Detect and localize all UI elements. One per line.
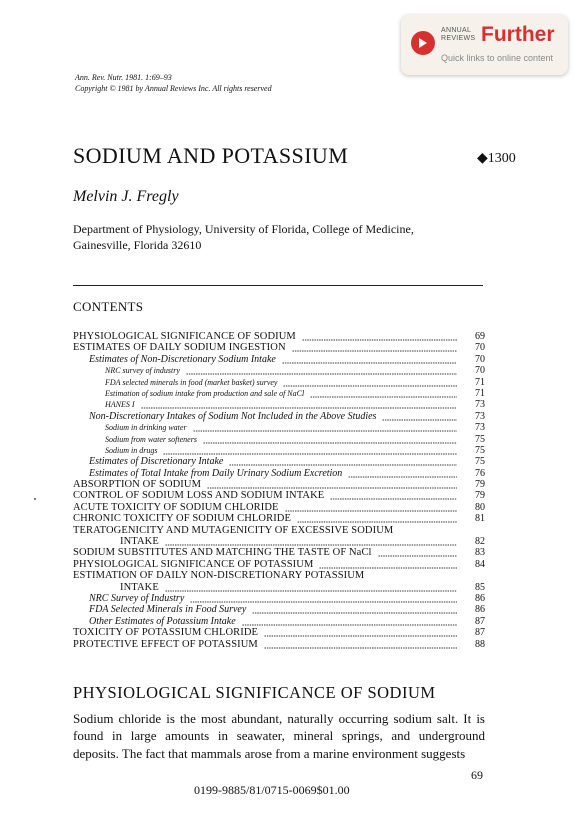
toc-leader-dots	[229, 457, 457, 466]
page-number: 69	[471, 768, 483, 782]
toc-entry-title: SODIUM SUBSTITUTES AND MATCHING THE TASTE OF NaCl	[73, 547, 372, 559]
toc-entry[interactable]	[73, 593, 485, 604]
toc-entry-title: ESTIMATES OF DAILY SODIUM INGESTION	[73, 342, 286, 354]
toc-entry[interactable]	[73, 604, 485, 615]
affiliation-line-2: Gainesville, Florida 32610	[73, 238, 202, 252]
toc-entry[interactable]	[73, 422, 485, 433]
toc-leader-dots	[310, 389, 457, 398]
toc-entry[interactable]	[73, 456, 485, 467]
toc-page-number: 87	[475, 627, 485, 639]
toc-leader-dots	[242, 617, 457, 626]
toc-page-number: 70	[475, 353, 485, 365]
toc-page-number: 80	[475, 501, 485, 513]
toc-entry[interactable]	[73, 536, 485, 547]
toc-page-number: 71	[475, 376, 485, 388]
divider-rule	[73, 285, 483, 286]
toc-page-number: 70	[475, 365, 485, 377]
toc-entry[interactable]	[73, 525, 485, 536]
toc-entry[interactable]	[73, 582, 485, 593]
toc-entry-title: Sodium in drugs	[105, 445, 158, 455]
toc-entry-title: INTAKE	[120, 581, 159, 593]
toc-entry-title: PHYSIOLOGICAL SIGNIFICANCE OF SODIUM	[73, 331, 296, 342]
toc-leader-dots	[292, 343, 457, 352]
toc-leader-dots	[141, 400, 457, 409]
toc-leader-dots	[190, 594, 457, 603]
toc-page-number: 75	[475, 433, 485, 445]
toc-page-number: 85	[475, 581, 485, 593]
toc-leader-dots	[348, 469, 457, 478]
toc-entry-title: TOXICITY OF POTASSIUM CHLORIDE	[73, 627, 259, 639]
toc-entry[interactable]	[73, 639, 485, 650]
toc-entry-title: NRC survey of industry	[105, 366, 180, 376]
further-brand: Further	[481, 23, 555, 46]
toc-entry[interactable]	[73, 547, 485, 558]
toc-page-number: 81	[475, 513, 485, 525]
affiliation-line-1: Department of Physiology, University of Florida, College of Medicine,	[73, 222, 414, 236]
toc-entry-title: Estimates of Total Intake from Daily Urinary Sodium Excretion	[89, 467, 343, 479]
toc-leader-dots	[283, 378, 457, 387]
body-paragraph: Sodium chloride is the most abundant, naturally occurring sodium salt. It is found in large amounts in seawater, mineral springs, and underground deposits. The fact that mammals arose from a marine environment suggests	[73, 711, 485, 761]
toc-entry-title: PROTECTIVE EFFECT OF POTASSIUM	[73, 638, 258, 650]
table-of-contents	[73, 331, 485, 650]
toc-page-number: 88	[475, 638, 485, 650]
issn-code: 0199-9885/81/0715-0069$01.00	[194, 783, 350, 797]
toc-entry[interactable]	[73, 559, 485, 570]
toc-entry[interactable]	[73, 365, 485, 376]
annual-reviews-logo-icon	[411, 31, 435, 55]
publisher-label: ANNUAL REVIEWS	[441, 27, 476, 42]
toc-entry[interactable]	[73, 388, 485, 399]
toc-leader-dots	[165, 583, 457, 592]
citation-line-1: Ann. Rev. Nutr. 1981. 1:69–93	[75, 73, 172, 82]
toc-page-number: 70	[475, 342, 485, 354]
further-tagline: Quick links to online content	[441, 53, 554, 63]
contents-heading: CONTENTS	[73, 299, 144, 314]
toc-entry[interactable]	[73, 445, 485, 456]
toc-entry[interactable]	[73, 502, 485, 513]
toc-entry[interactable]	[73, 342, 485, 353]
toc-page-number: 82	[475, 536, 485, 548]
toc-entry-title: Estimation of sodium intake from production and sale of NaCl	[105, 388, 305, 398]
toc-page-number: 73	[475, 399, 485, 411]
toc-page-number: 73	[475, 422, 485, 434]
toc-page-number: 75	[475, 456, 485, 468]
toc-page-number: 75	[475, 444, 485, 456]
toc-entry-title: ACUTE TOXICITY OF SODIUM CHLORIDE	[73, 501, 279, 513]
toc-page-number: 84	[475, 558, 485, 570]
toc-leader-dots	[285, 503, 457, 512]
article-code: ◆1300	[477, 151, 516, 166]
toc-leader-dots	[163, 446, 457, 455]
toc-leader-dots	[207, 480, 457, 489]
toc-entry-title: ESTIMATION OF DAILY NON-DISCRETIONARY POTASSIUM	[73, 570, 365, 582]
toc-page-number: 71	[475, 387, 485, 399]
toc-leader-dots	[297, 514, 457, 523]
toc-entry-title: INTAKE	[120, 536, 159, 548]
section-heading: PHYSIOLOGICAL SIGNIFICANCE OF SODIUM	[73, 683, 436, 702]
author-name: Melvin J. Fregly	[73, 188, 179, 205]
toc-entry[interactable]	[73, 490, 485, 501]
toc-leader-dots	[193, 423, 457, 432]
toc-entry[interactable]	[73, 468, 485, 479]
toc-leader-dots	[319, 560, 457, 569]
toc-entry-title: HANES I	[105, 400, 135, 410]
toc-leader-dots	[264, 640, 457, 649]
toc-entry-title: ABSORPTION OF SODIUM	[73, 479, 202, 491]
toc-entry[interactable]	[73, 354, 485, 365]
toc-page-number: 83	[475, 547, 485, 559]
toc-entry-title: Other Estimates of Potassium Intake	[89, 615, 236, 627]
toc-entry[interactable]	[73, 479, 485, 490]
toc-leader-dots	[203, 435, 457, 444]
toc-leader-dots	[330, 491, 457, 500]
toc-entry-title: PHYSIOLOGICAL SIGNIFICANCE OF POTASSIUM	[73, 558, 314, 570]
toc-entry-title: Sodium from water softeners	[105, 434, 197, 444]
toc-entry-title: CONTROL OF SODIUM LOSS AND SODIUM INTAKE	[73, 490, 325, 502]
toc-page-number: 87	[475, 615, 485, 627]
toc-entry[interactable]	[73, 434, 485, 445]
toc-page-number: 79	[475, 479, 485, 491]
toc-entry[interactable]	[73, 377, 485, 388]
toc-entry[interactable]	[73, 627, 485, 638]
toc-entry[interactable]	[73, 616, 485, 627]
scan-speck	[34, 498, 36, 500]
toc-leader-dots	[302, 332, 457, 341]
toc-entry-title: FDA selected minerals in food (market basket) survey	[105, 377, 278, 387]
toc-leader-dots	[252, 605, 457, 614]
toc-entry-title: Non-Discretionary Intakes of Sodium Not Included in the Above Studies	[89, 410, 377, 422]
toc-entry-title: NRC Survey of Industry	[89, 592, 185, 604]
toc-leader-dots	[264, 628, 457, 637]
toc-entry[interactable]	[73, 570, 485, 581]
toc-entry-title: FDA Selected Minerals in Food Survey	[89, 604, 247, 616]
toc-entry-title: TERATOGENICITY AND MUTAGENICITY OF EXCESSIVE SODIUM	[73, 524, 394, 536]
toc-entry[interactable]	[73, 513, 485, 524]
citation-line-2: Copyright © 1981 by Annual Reviews Inc. All rights reserved	[75, 84, 272, 93]
toc-leader-dots	[378, 548, 457, 557]
toc-leader-dots	[382, 412, 457, 421]
toc-page-number: 73	[475, 410, 485, 422]
toc-leader-dots	[165, 537, 457, 546]
toc-page-number: 76	[475, 467, 485, 479]
toc-entry-title: Sodium in drinking water	[105, 423, 187, 433]
toc-page-number: 79	[475, 490, 485, 502]
toc-entry-title: Estimates of Non-Discretionary Sodium Intake	[89, 353, 276, 365]
article-title: SODIUM AND POTASSIUM	[73, 143, 349, 168]
toc-entry[interactable]	[73, 399, 485, 410]
toc-page-number: 86	[475, 604, 485, 616]
toc-entry[interactable]	[73, 331, 485, 342]
toc-page-number: 86	[475, 592, 485, 604]
toc-entry-title: Estimates of Discretionary Intake	[89, 456, 224, 468]
toc-page-number: 69	[475, 331, 485, 342]
toc-entry[interactable]	[73, 411, 485, 422]
further-badge[interactable]	[401, 15, 568, 75]
toc-entry-title: CHRONIC TOXICITY OF SODIUM CHLORIDE	[73, 513, 291, 525]
toc-leader-dots	[282, 355, 457, 364]
toc-leader-dots	[186, 366, 457, 375]
